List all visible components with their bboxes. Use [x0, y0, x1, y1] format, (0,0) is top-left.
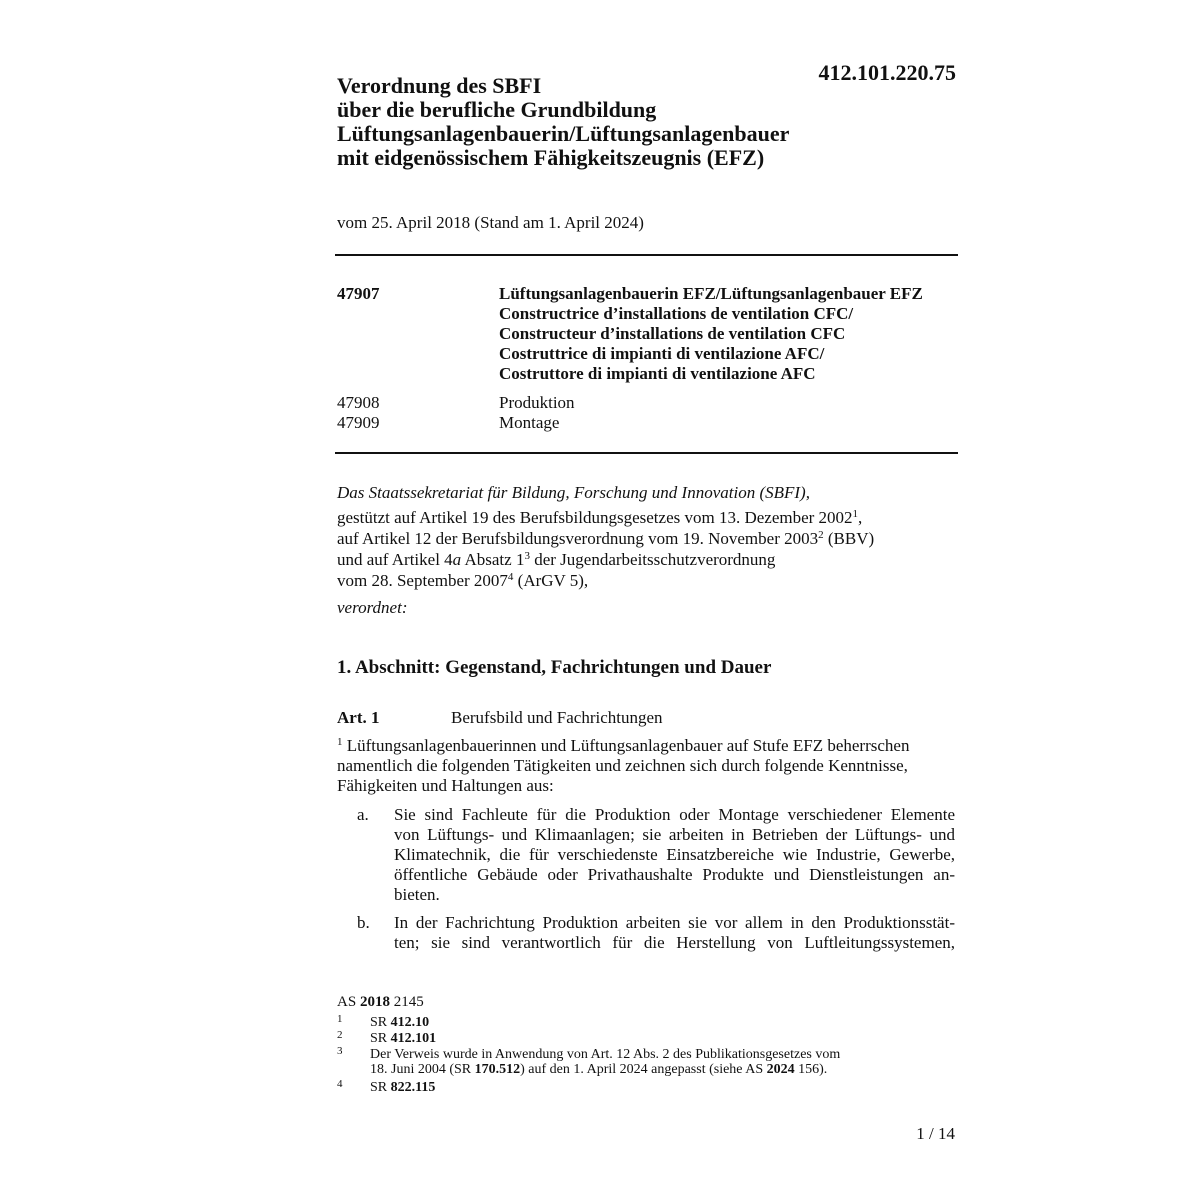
profession-name-line: Constructeur d’installations de ventilation CFC [499, 324, 846, 343]
list-item [337, 805, 955, 907]
list-line: von Lüftungs- und Klimaanlagen; sie arbeiten in Betrieben der Lüftungs- und [394, 825, 955, 844]
basis-line: und auf Artikel 4a Absatz $1^3$ der Jugendarbeitsschutzverordnung [337, 550, 776, 569]
list-item-text [394, 913, 955, 953]
preamble-decrees: verordnet: [337, 598, 408, 617]
footnote-text: SR 412.10 [370, 1015, 430, 1030]
list-line: Sie sind Fachleute für die Produktion oder Montage verschiedener Elemente [394, 805, 955, 824]
page-number: 1 / 14 [916, 1124, 955, 1143]
profession-name-line: Constructrice d’installations de ventilation CFC/ [499, 304, 854, 323]
profession-name-line: Lüftungsanlagenbauerin EFZ/Lüftungsanlagenbauer EFZ [499, 284, 923, 303]
footnote-number: 1 [337, 1013, 343, 1025]
footnote-text: Der Verweis wurde in Anwendung von Art. 12 Abs. 2 des Publikationsgesetzes vom 18. Juni 2004 (SR 170.512) auf den 1. April 2024 angepasst (siehe AS 2024 156). [370, 1047, 841, 1077]
title-line: Verordnung des SBFI [337, 73, 542, 98]
list-item [337, 913, 955, 955]
specialization-label: Montage [499, 413, 560, 432]
profession-names [499, 284, 959, 384]
footnote-number: 4 [337, 1078, 343, 1090]
list-letter: a. [357, 805, 369, 824]
footnote-ref[interactable]: 3 [524, 550, 530, 562]
specialization-label: Produktion [499, 393, 575, 412]
specialization-code: 47908 [337, 393, 380, 412]
list-line: Klimatechnik, die für verschiedenste Einsatzbereiche wie Industrie, Gewerbe, [394, 845, 955, 864]
paragraph-line: $^1$ Lüftungsanlagenbauerinnen und Lüftungsanlagenbauer auf Stufe EFZ beherrschen [337, 736, 910, 755]
footnote-number: 2 [337, 1029, 343, 1041]
footnote-ref[interactable]: 4 [507, 571, 514, 583]
specialization-row [337, 393, 957, 413]
article-label: Art. 1 [337, 708, 380, 727]
sr-number: 412.101.220.75 [818, 60, 956, 85]
footnote-number: 3 [337, 1045, 343, 1057]
basis-line: gestützt auf Artikel 19 des Berufsbildungsgesetzes vom 13. Dezember 2002$^1$, [337, 508, 863, 527]
paragraph-number: 1 [337, 736, 343, 748]
profession-main-row [337, 284, 957, 386]
date-line: vom 25. April 2018 (Stand am 1. April 2024) [337, 213, 644, 232]
profession-name-line: Costruttrice di impianti di ventilazione AFC/ [499, 344, 825, 363]
title-line: mit eidgenössischem Fähigkeitszeugnis (EFZ) [337, 145, 765, 170]
list-line: öffentliche Gebäude oder Privathaushalte Produkte und Dienstleistungen an- [394, 865, 955, 884]
list-line: ten; sie sind verantwortlich für die Herstellung von Luftleitungssystemen, [394, 933, 955, 952]
paragraph-line: Fähigkeiten und Haltungen aus: [337, 776, 554, 795]
footnote-ref[interactable]: 1 [852, 508, 859, 520]
basis-line: vom 28. September 2007$^4$ (ArGV 5), [337, 571, 589, 590]
divider-bottom [335, 452, 958, 454]
list-item-text [394, 805, 955, 905]
title-line: über die berufliche Grundbildung [337, 97, 657, 122]
title-line: Lüftungsanlagenbauerin/Lüftungsanlagenbauer [337, 121, 790, 146]
preamble-basis [337, 507, 957, 591]
section-heading: 1. Abschnitt: Gegenstand, Fachrichtungen und Dauer [337, 657, 772, 678]
official-compilation-ref: AS 2018 2145 [337, 994, 424, 1010]
specialization-row [337, 413, 957, 433]
footnote-ref[interactable]: 2 [818, 529, 824, 541]
preamble-authority: Das Staatssekretariat für Bildung, Forschung und Innovation (SBFI), [337, 483, 810, 502]
document-title [337, 74, 857, 170]
list-line: bieten. [394, 885, 440, 904]
specialization-code: 47909 [337, 413, 380, 432]
list-line: In der Fachrichtung Produktion arbeiten sie vor allem in den Produktionsstät- [394, 913, 955, 932]
basis-line: auf Artikel 12 der Berufsbildungsverordnung vom 19. November 2003$^2$ (BBV) [337, 529, 875, 548]
footnote-text: SR 412.101 [370, 1031, 437, 1046]
article-title: Berufsbild und Fachrichtungen [451, 708, 663, 727]
profession-name-line: Costruttore di impianti di ventilazione AFC [499, 364, 816, 383]
footnote-text: SR 822.115 [370, 1080, 436, 1095]
article-paragraph [337, 736, 955, 796]
list-letter: b. [357, 913, 370, 932]
divider-top [335, 254, 958, 256]
paragraph-line: namentlich die folgenden Tätigkeiten und zeichnen sich durch folgende Kenntnisse, [337, 756, 908, 775]
profession-code: 47907 [337, 284, 380, 303]
